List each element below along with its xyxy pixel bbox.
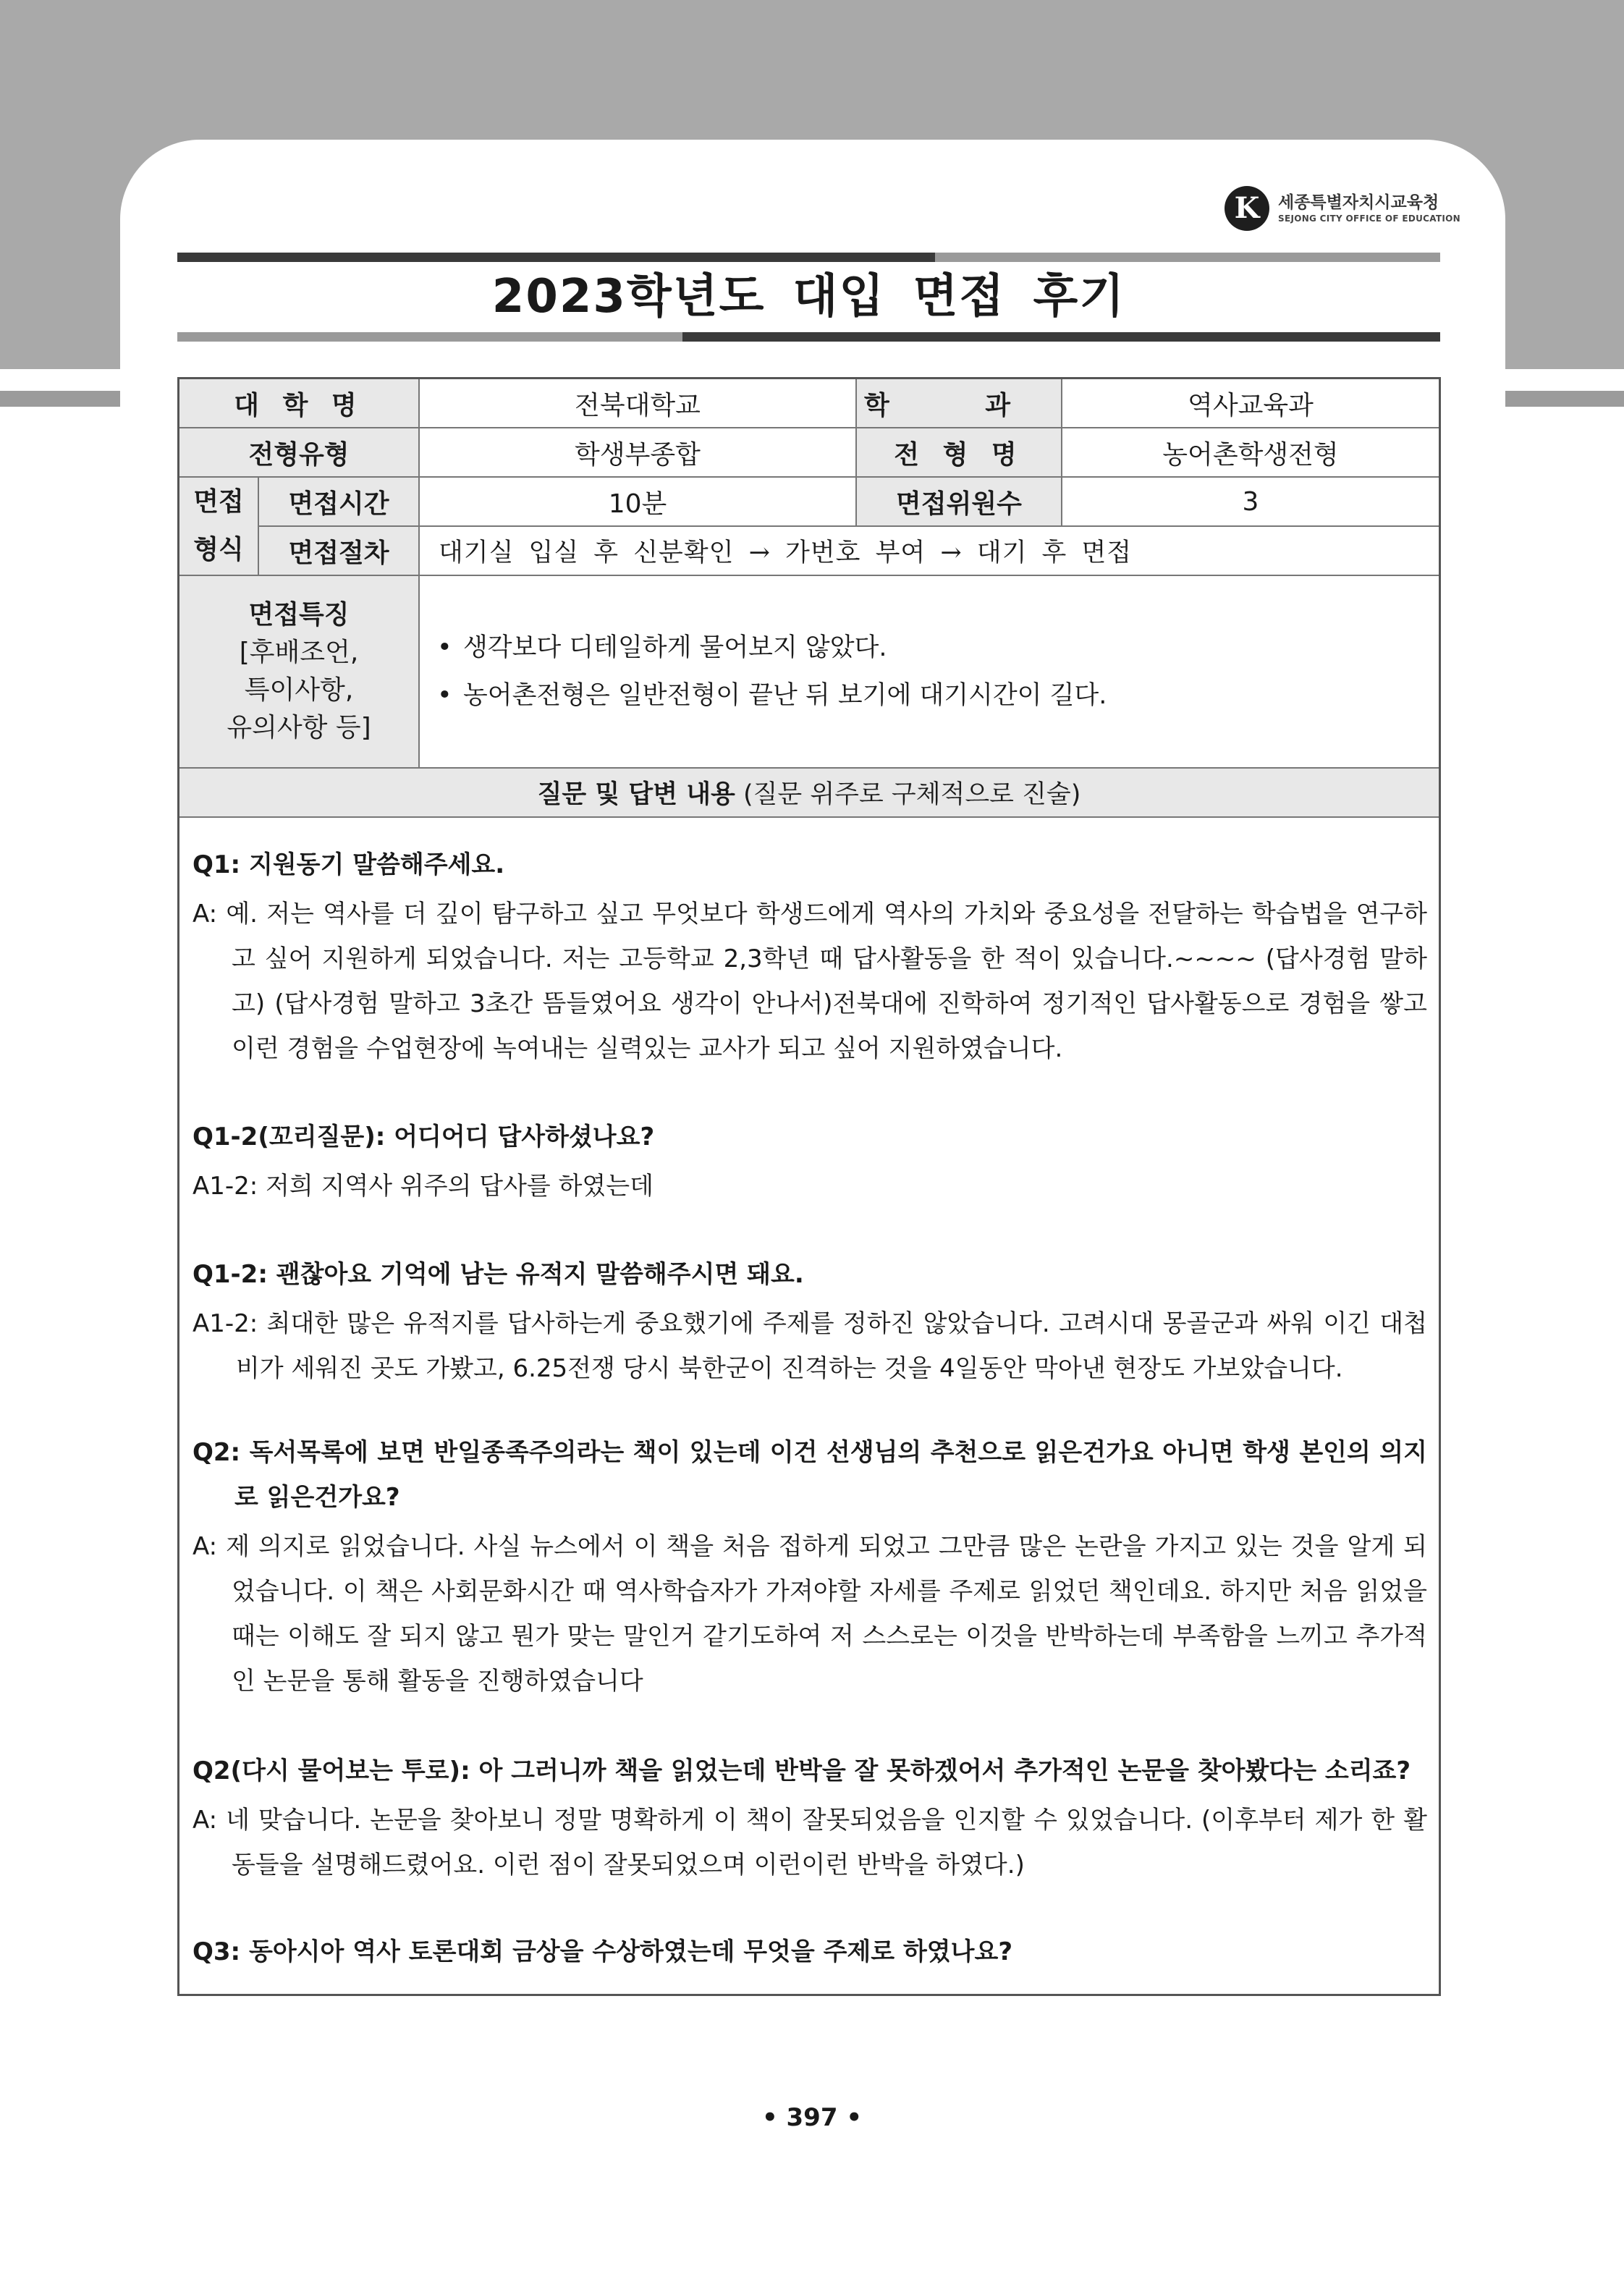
qa-block-1 xyxy=(193,842,1427,1071)
interview-time-label: 면접시간 xyxy=(259,478,420,527)
qa-header-title: 질문 및 답변 내용 xyxy=(537,780,735,809)
answer-text: A: 예. 저는 역사를 더 깊이 탐구하고 싶고 무엇보다 학생드에게 역사의 가치와 중요성을 전달하는 학습법을 연구하고 싶어 지원하게 되었습니다. 저는 고등학교 2,3학년 때 답사활동을 한 적이 있습니다.~~~~ (답사경험 말하고) (답사경험 말하고 3초간 뜸들였어요 생각이 안나서)전북대에 진학하여 정기적인 답사활동으로 경험을 쌓고 이런 경험을 수업현장에 녹여내는 실력있는 교사가 되고 싶어 지원하였습니다. xyxy=(193,900,1427,1063)
department-value: 역사교육과 xyxy=(1062,379,1439,428)
question-text: Q3: 동아시아 역사 토론대회 금상을 수상하였는데 무엇을 주제로 하였나요? xyxy=(193,1937,1013,1966)
question-text: Q2: 독서목록에 보면 반일종족주의라는 책이 있는데 이건 선생님의 추천으로 읽은건가요 아니면 학생 본인의 의지로 읽은건가요? xyxy=(193,1438,1427,1512)
features-list xyxy=(420,576,1439,769)
format-label-line-1: 면접 xyxy=(193,487,244,517)
question-text: Q1: 지원동기 말씀해주세요. xyxy=(193,850,505,879)
features-sub-3: 유의사항 등] xyxy=(227,713,371,743)
title-rule-top xyxy=(177,253,1440,262)
admission-type-label: 전형유형 xyxy=(179,428,420,478)
page-title: 2023학년도 대입 면접 후기 xyxy=(491,270,1126,324)
qa-header-note: (질문 위주로 구체적으로 진술) xyxy=(735,780,1081,809)
procedure-value: 대기실 입실 후 신분확인 → 가번호 부여 → 대기 후 면접 xyxy=(420,527,1439,576)
office-logo xyxy=(1225,185,1460,235)
answer-text: A1-2: 저희 지역사 위주의 답사를 하였는데 xyxy=(193,1172,654,1201)
admission-name-label: 전 형 명 xyxy=(857,428,1062,478)
department-label: 학 과 xyxy=(857,379,1062,428)
page-number: • 397 • xyxy=(761,2103,863,2132)
format-label-line-2: 형식 xyxy=(193,535,244,565)
panel-size-label: 면접위원수 xyxy=(857,478,1062,527)
answer-text: A1-2: 최대한 많은 유적지를 답사하는게 중요했기에 주제를 정하진 않았습니다. 고려시대 몽골군과 싸워 이긴 대첩비가 세워진 곳도 가봤고, 6.25전쟁 당시 북한군이 진격하는 것을 4일동안 막아낸 현장도 가보았습니다. xyxy=(193,1309,1427,1383)
question-text: Q2(다시 물어보는 투로): 아 그러니까 책을 읽었는데 반박을 잘 못하겠어서 추가적인 논문을 찾아봤다는 소리죠? xyxy=(193,1756,1411,1785)
title-rule-bottom xyxy=(177,332,1440,342)
admission-type-value: 학생부종합 xyxy=(420,428,857,478)
university-label: 대 학 명 xyxy=(179,379,420,428)
procedure-label: 면접절차 xyxy=(259,527,420,576)
qa-block-2 xyxy=(193,1115,1427,1209)
qa-block-6 xyxy=(193,1929,1427,1974)
answer-text: A: 네 맞습니다. 논문을 찾아보니 정말 명확하게 이 책이 잘못되었음을 인지할 수 있었습니다. (이후부터 제가 한 활동들을 설명해드렸어요. 이런 점이 잘못되었으며 이런이런 반박을 하였다.) xyxy=(193,1806,1427,1880)
features-title: 면접특징 xyxy=(248,600,350,630)
side-tab-left xyxy=(0,391,120,407)
qa-block-5 xyxy=(193,1749,1427,1887)
university-value: 전북대학교 xyxy=(420,379,857,428)
logo-emblem-icon: K xyxy=(1225,186,1269,231)
logo-name-english: SEJONG CITY OFFICE OF EDUCATION xyxy=(1278,213,1460,224)
features-sub-1: [후배조언, xyxy=(239,638,359,667)
qa-section-header xyxy=(179,769,1439,818)
qa-block-4 xyxy=(193,1430,1427,1704)
question-text: Q1-2(꼬리질문): 어디어디 답사하셨나요? xyxy=(193,1122,655,1151)
side-tab-right xyxy=(1505,391,1624,407)
feature-item: • 농어촌전형은 일반전형이 끝난 뒤 보기에 대기시간이 길다. xyxy=(437,672,1107,719)
qa-block-3 xyxy=(193,1252,1427,1391)
admission-name-value: 농어촌학생전형 xyxy=(1062,428,1439,478)
features-sub-2: 특이사항, xyxy=(244,675,354,705)
question-text: Q1-2: 괜찮아요 기억에 남는 유적지 말씀해주시면 돼요. xyxy=(193,1260,804,1289)
interview-format-label xyxy=(179,478,259,576)
feature-item: • 생각보다 디테일하게 물어보지 않았다. xyxy=(437,624,887,672)
answer-text: A: 제 의지로 읽었습니다. 사실 뉴스에서 이 책을 처음 접하게 되었고 그만큼 많은 논란을 가지고 있는 것을 알게 되었습니다. 이 책은 사회문화시간 때 역사학습자가 가져야할 자세를 주제로 읽었던 책인데요. 하지만 처음 읽었을 때는 이해도 잘 되지 않고 뭔가 맞는 말인거 같기도하여 저 스스로는 이것을 반박하는데 부족함을 느끼고 추가적인 논문을 통해 활동을 진행하였습니다 xyxy=(193,1532,1427,1696)
features-label xyxy=(179,576,420,769)
interview-time-value: 10분 xyxy=(420,478,857,527)
logo-name-korean: 세종특별자치시교육청 xyxy=(1278,193,1439,212)
panel-size-value: 3 xyxy=(1062,478,1439,527)
